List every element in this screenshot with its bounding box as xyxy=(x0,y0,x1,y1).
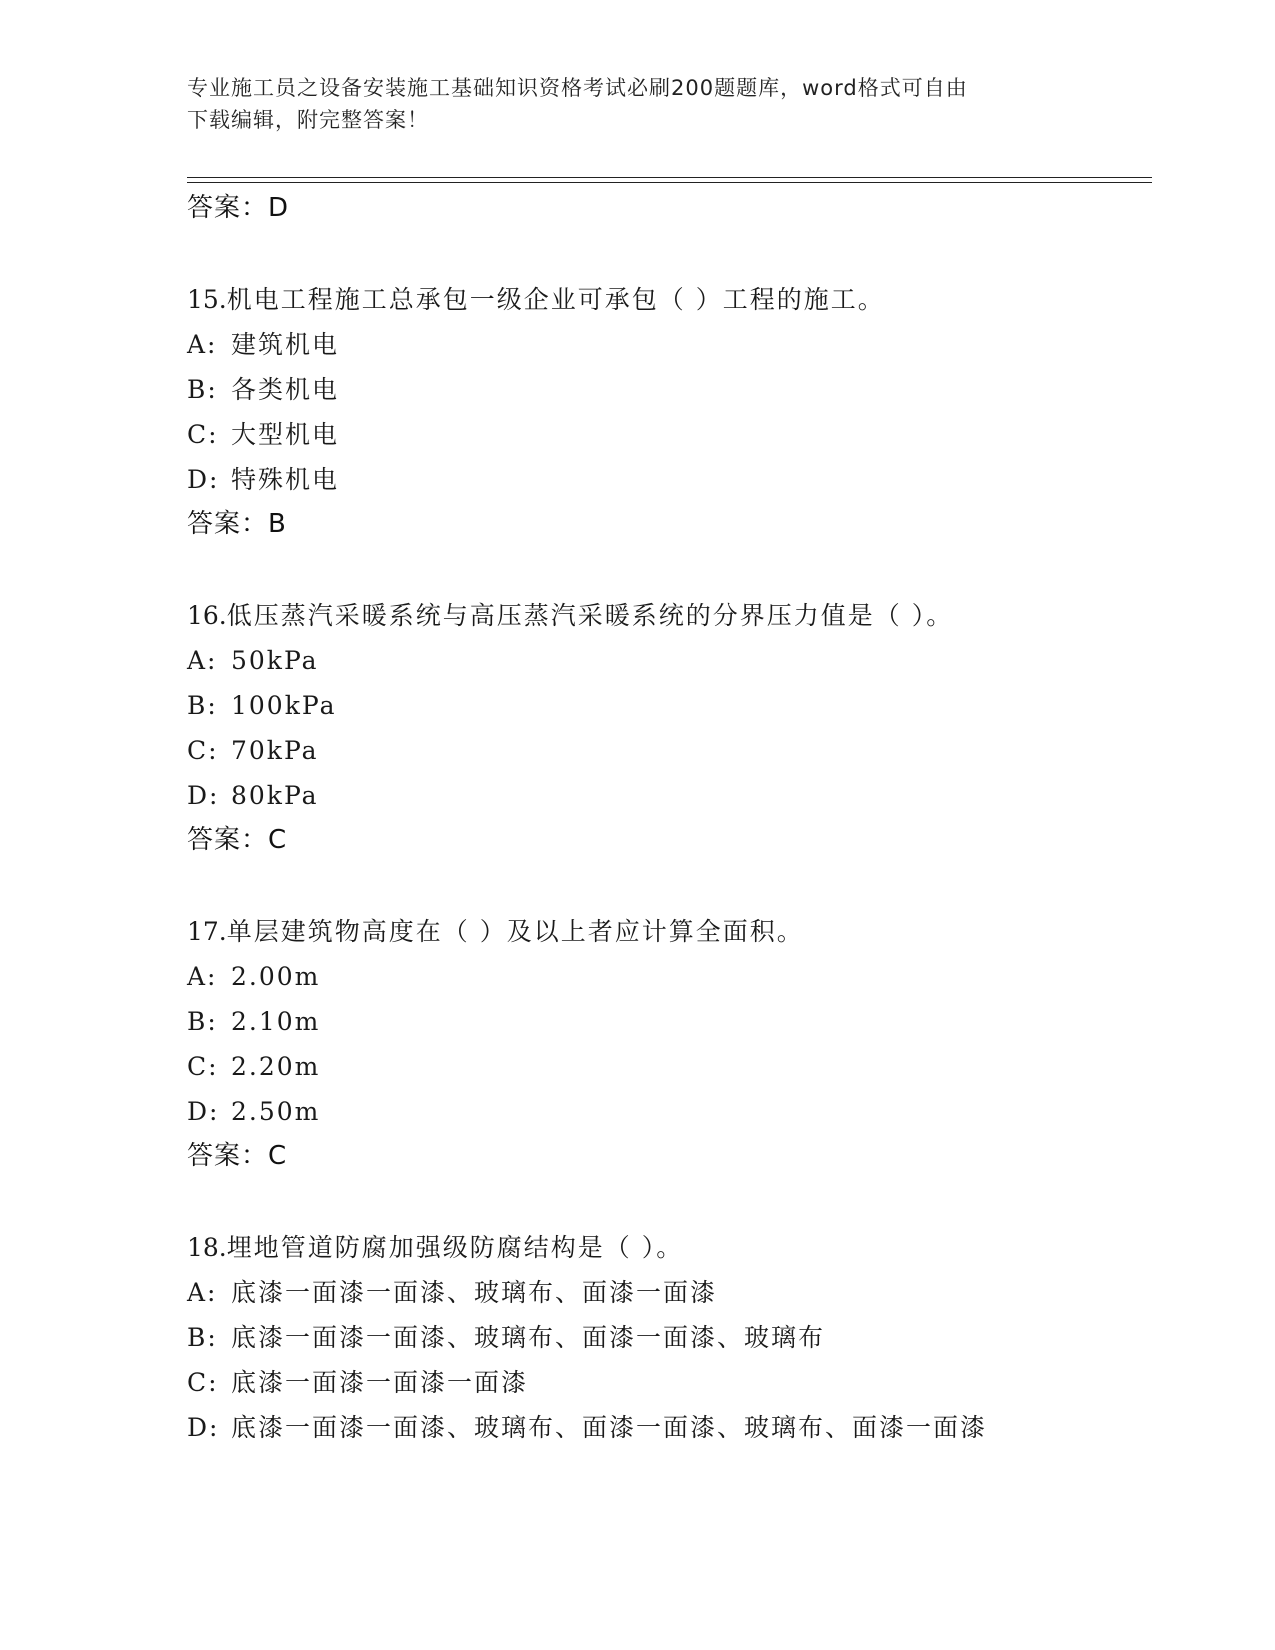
option-text: 大型机电 xyxy=(231,420,340,449)
option-d xyxy=(187,773,1152,818)
option-text: 2.10m xyxy=(231,1007,321,1036)
option-text: 底漆一面漆一面漆、玻璃布、面漆一面漆 xyxy=(231,1278,718,1307)
option-key: A: xyxy=(187,1278,218,1307)
option-a xyxy=(187,954,1152,999)
question-text: 单层建筑物高度在（ ）及以上者应计算全面积。 xyxy=(226,917,804,946)
option-text: 70kPa xyxy=(231,736,319,765)
question-number: 17. xyxy=(187,917,227,946)
option-key: B: xyxy=(187,691,218,720)
option-key: A: xyxy=(187,962,218,991)
option-text: 80kPa xyxy=(231,781,319,810)
option-text: 100kPa xyxy=(231,691,337,720)
question-stem xyxy=(187,593,1152,638)
option-d xyxy=(187,1405,1152,1450)
option-c xyxy=(187,728,1152,773)
question-text: 机电工程施工总承包一级企业可承包（ ）工程的施工。 xyxy=(226,285,885,314)
option-a xyxy=(187,638,1152,683)
answer-value: B xyxy=(268,509,287,539)
option-key: D: xyxy=(187,1413,220,1442)
option-b xyxy=(187,683,1152,728)
option-key: D: xyxy=(187,781,220,810)
option-key: D: xyxy=(187,1097,220,1126)
question-stem xyxy=(187,909,1152,954)
answer-label: 答案： xyxy=(187,825,269,855)
option-text: 2.20m xyxy=(231,1052,321,1081)
option-key: B: xyxy=(187,1323,218,1352)
option-text: 建筑机电 xyxy=(231,330,340,359)
option-key: D: xyxy=(187,465,220,494)
question-list xyxy=(187,186,1152,1450)
option-key: B: xyxy=(187,375,218,404)
question-17 xyxy=(187,909,1152,1179)
answer-label: 答案： xyxy=(187,509,269,539)
option-text: 各类机电 xyxy=(231,375,340,404)
option-c xyxy=(187,412,1152,457)
option-c xyxy=(187,1044,1152,1089)
answer-line xyxy=(187,818,1152,863)
option-key: C: xyxy=(187,1368,219,1397)
question-18 xyxy=(187,1225,1152,1450)
header-line-2: 下载编辑，附完整答案！ xyxy=(187,108,429,132)
option-text: 底漆一面漆一面漆、玻璃布、面漆一面漆、玻璃布 xyxy=(231,1323,826,1352)
header-divider-bottom xyxy=(187,182,1152,183)
header-line-1: 专业施工员之设备安装施工基础知识资格考试必刷200题题库，word格式可自由 xyxy=(187,76,968,100)
option-text: 特殊机电 xyxy=(231,465,340,494)
header-divider-top xyxy=(187,177,1152,178)
option-text: 底漆一面漆一面漆一面漆 xyxy=(231,1368,529,1397)
answer-line xyxy=(187,186,1152,231)
question-number: 15. xyxy=(187,285,227,314)
option-key: A: xyxy=(187,646,218,675)
answer-value: D xyxy=(268,193,290,223)
option-key: C: xyxy=(187,736,219,765)
document-header xyxy=(187,72,1067,136)
question-stem xyxy=(187,1225,1152,1270)
option-d xyxy=(187,1089,1152,1134)
option-key: C: xyxy=(187,1052,219,1081)
option-text: 2.00m xyxy=(231,962,321,991)
question-16 xyxy=(187,593,1152,863)
option-b xyxy=(187,999,1152,1044)
option-a xyxy=(187,322,1152,367)
question-15 xyxy=(187,277,1152,547)
question-text: 低压蒸汽采暖系统与高压蒸汽采暖系统的分界压力值是（ ）。 xyxy=(226,601,954,630)
question-number: 16. xyxy=(187,601,227,630)
option-text: 底漆一面漆一面漆、玻璃布、面漆一面漆、玻璃布、面漆一面漆 xyxy=(231,1413,988,1442)
answer-line xyxy=(187,502,1152,547)
question-text: 埋地管道防腐加强级防腐结构是（ ）。 xyxy=(226,1233,684,1262)
answer-value: C xyxy=(268,825,288,855)
answer-label: 答案： xyxy=(187,1141,269,1171)
option-text: 2.50m xyxy=(231,1097,321,1126)
option-b xyxy=(187,367,1152,412)
question-number: 18. xyxy=(187,1233,227,1262)
answer-line xyxy=(187,1134,1152,1179)
option-a xyxy=(187,1270,1152,1315)
answer-label: 答案： xyxy=(187,193,269,223)
question-stem xyxy=(187,277,1152,322)
answer-value: C xyxy=(268,1141,288,1171)
option-d xyxy=(187,457,1152,502)
option-key: A: xyxy=(187,330,218,359)
option-text: 50kPa xyxy=(231,646,319,675)
option-c xyxy=(187,1360,1152,1405)
option-key: B: xyxy=(187,1007,218,1036)
option-b xyxy=(187,1315,1152,1360)
option-key: C: xyxy=(187,420,219,449)
